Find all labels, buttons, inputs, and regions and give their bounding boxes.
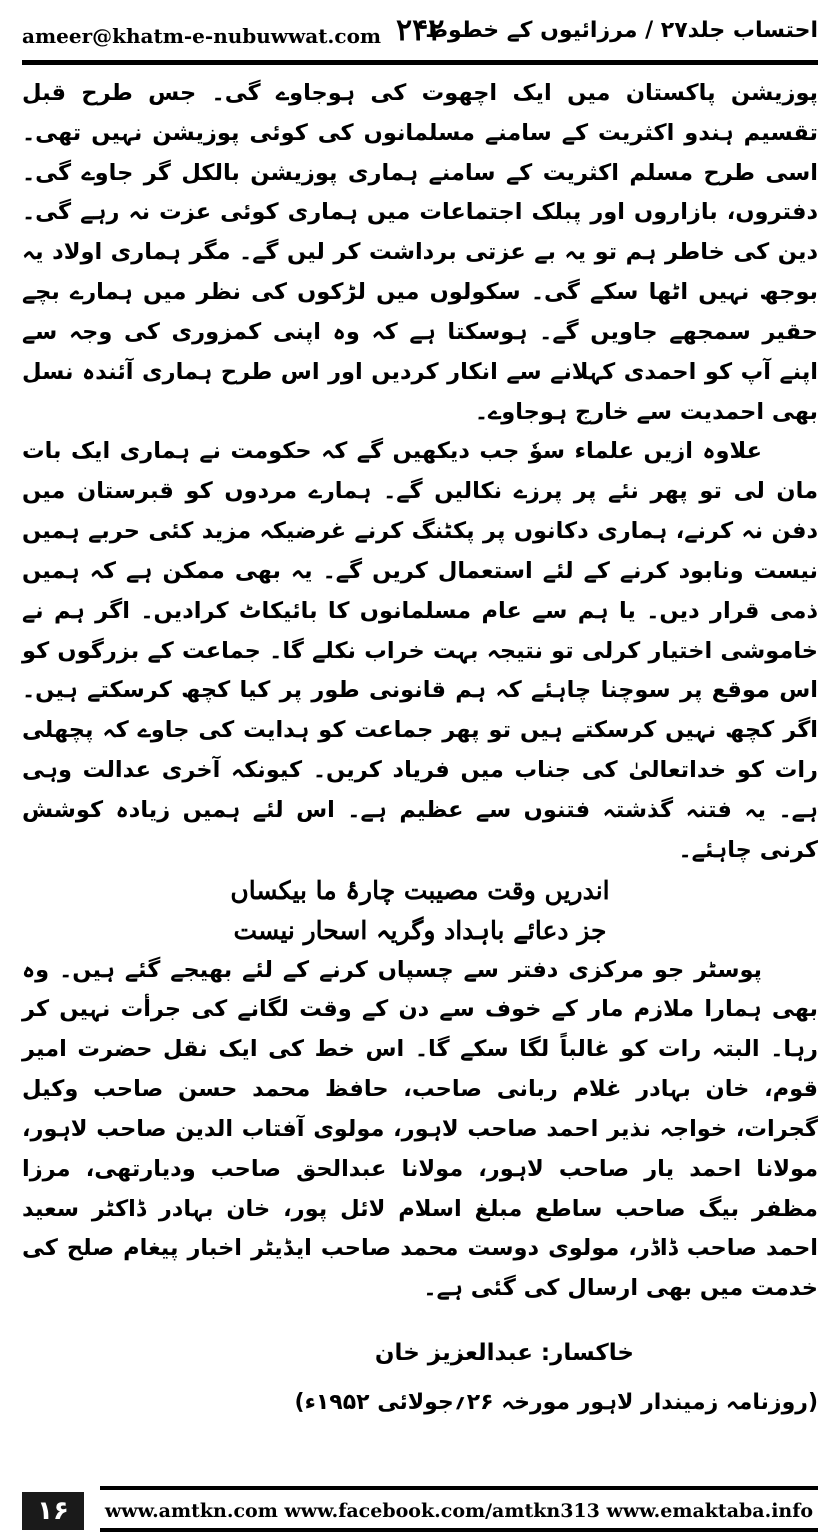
paragraph-2: علاوہ ازیں علماء سوٗ جب دیکھیں گے کہ حکومت نے ہماری ایک بات مان لی تو پھر نئے پر پرزے نکالیں گے۔ ہمارے مردوں کو قبرستان میں دفن نہ کرنے، ہماری دکانوں پر پکٹنگ کرنے غرضیکہ مزید کئی حربے ہمیں نیست ونابود کرنے کے لئے استعمال کریں گے۔ یہ بھی ممکن ہے کہ ہمیں ذمی قرار دیں۔ یا ہم سے عام مسلمانوں کا بائیکاٹ کرادیں۔ اگر ہم نے خاموشی اختیار کرلی تو نتیجہ بہت خراب نکلے گا۔ جماعت کے بزرگوں کو اس موقع پر سوچنا چاہئے کہ ہم قانونی طور پر کیا کچھ کرسکتے ہیں۔ اگر کچھ نہیں کرسکتے ہیں تو پھر جماعت کو ہدایت کی جاوے کہ پچھلی رات کو خداتعالیٰ کی جناب میں فریاد کریں۔ کیونکہ آخری عدالت وہی ہے۔ یہ فتنہ گذشتہ فتنوں سے عظیم ہے۔ اس لئے ہمیں زیادہ کوشش کرنی چاہئے۔ <box>22 438 818 863</box>
footer-rule-top <box>100 1486 818 1490</box>
paragraph-1: پوزیشن پاکستان میں ایک اچھوت کی ہوجاوے گی۔ جس طرح قبل تقسیم ہندو اکثریت کے سامنے مسلمانوں کی کوئی پوزیشن نہیں تھی۔ اسی طرح مسلم اکثریت کے سامنے ہماری پوزیشن بالکل گر جاوے گی۔ دفتروں، بازاروں اور پبلک اجتماعات میں ہماری کوئی عزت نہ رہے گی۔ دین کی خاطر ہم تو یہ بے عزتی برداشت کر لیں گے۔ مگر ہماری اولاد یہ بوجھ نہیں اٹھا سکے گی۔ سکولوں میں لڑکوں کی نظر میں ہمارے بچے حقیر سمجھے جاویں گے۔ ہوسکتا ہے کہ وہ اپنی کمزوری کی وجہ سے اپنے آپ کو احمدی کہلانے سے انکار کردیں اور اس طرح ہماری آئندہ نسل بھی احمدیت سے خارج ہوجاوے۔ <box>22 80 818 425</box>
persian-couplet <box>22 871 818 951</box>
header-book-title: احتساب جلد۲۷ / مرزائیوں کے خطوط <box>425 18 818 43</box>
couplet-line-1: اندریں وقت مصیبت چارۂ ما بیکساں <box>230 875 610 905</box>
letter-body <box>22 74 818 1309</box>
source-citation: (روزنامہ زمیندار لاہور مورخہ ۲۶؍جولائی ۱۹۵۲ء) <box>294 1390 818 1415</box>
couplet-line-2: جز دعائے باہداد وگریہ اسحار نیست <box>233 915 607 945</box>
header-rule <box>22 60 818 65</box>
page-header <box>22 10 818 54</box>
footer-links: www.amtkn.com www.facebook.com/amtkn313 www.emaktaba.info <box>104 1500 814 1522</box>
footer-page-badge: ۱۶ <box>22 1492 84 1530</box>
signature: خاکسار: عبدالعزیز خان <box>374 1340 634 1366</box>
header-page-number: ۲۴۲ <box>396 13 445 48</box>
paragraph-3: پوسٹر جو مرکزی دفتر سے چسپاں کرنے کے لئے بھیجے گئے ہیں۔ وہ بھی ہمارا ملازم مار کے خوف سے دن کے وقت لگانے کی جرأت نہیں کر رہا۔ البتہ رات کو غالباً لگا سکے گا۔ اس خط کی ایک نقل حضرت امیر قوم، خان بہادر غلام ربانی صاحب، حافظ محمد حسن صاحب وکیل گجرات، خواجہ نذیر احمد صاحب لاہور، مولوی آفتاب الدین صاحب لاہور، مولانا احمد یار صاحب لاہور، مولانا عبدالحق صاحب ودیارتھی، مرزا مظفر بیگ صاحب ساطع مبلغ اسلام لائل پور، خان بہادر ڈاکٹر سعید احمد صاحب ڈاڈر، مولوی دوست محمد صاحب ایڈیٹر اخبار پیغام صلح کی خدمت میں بھی ارسال کی گئی ہے۔ <box>22 956 818 1302</box>
footer-rule-bottom <box>100 1528 818 1532</box>
header-email: ameer@khatm-e-nubuwwat.com <box>22 24 382 48</box>
